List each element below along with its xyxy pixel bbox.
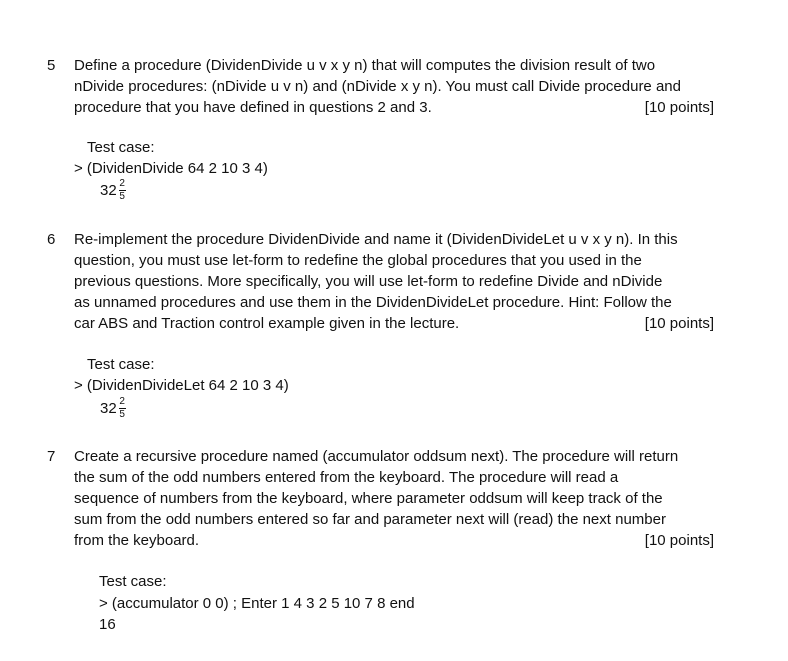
question-number: 5: [47, 57, 56, 74]
test-case-label: Test case:: [99, 573, 167, 590]
question-line: car ABS and Traction control example given in the lecture.: [74, 315, 460, 332]
question-line: from the keyboard.: [74, 532, 200, 549]
points-label: [10 points]: [644, 532, 714, 549]
result-denominator: 5: [119, 191, 125, 203]
result-fraction: [118, 180, 127, 202]
question-line-last: [74, 530, 714, 551]
test-case-label: Test case:: [87, 139, 155, 156]
question-line: the sum of the odd numbers entered from the keyboard. The procedure will read a: [74, 469, 619, 486]
result-whole: 32: [100, 400, 117, 417]
result-whole: 32: [100, 182, 117, 199]
result-denominator: 5: [119, 409, 125, 421]
question-line: question, you must use let-form to redefine the global procedures that you used in the: [74, 252, 642, 269]
question-text: [74, 229, 714, 334]
question-line: procedure that you have defined in questions 2 and 3.: [74, 99, 432, 116]
test-case-input: > (DividenDivideLet 64 2 10 3 4): [74, 377, 289, 394]
test-case-label: Test case:: [87, 356, 155, 373]
question-line: Define a procedure (DividenDivide u v x y n) that will computes the division result of two: [74, 57, 656, 74]
question-number: 7: [47, 448, 56, 465]
test-case-result: [100, 398, 127, 420]
question-line: Create a recursive procedure named (accumulator oddsum next). The procedure will return: [74, 448, 679, 465]
test-case-input: > (accumulator 0 0) ; Enter 1 4 3 2 5 10 7 8 end: [99, 595, 415, 612]
question-number: 6: [47, 231, 56, 248]
question-text: [74, 55, 714, 118]
result-numerator: 2: [119, 178, 125, 190]
question-line: previous questions. More specifically, you will use let-form to redefine Divide and nDivide: [74, 273, 663, 290]
test-case-result: [100, 180, 127, 202]
question-line: sum from the odd numbers entered so far and parameter next will (read) the next number: [74, 511, 666, 528]
points-label: [10 points]: [644, 99, 714, 116]
question-line-last: [74, 313, 714, 334]
points-label: [10 points]: [644, 315, 714, 332]
question-line-last: [74, 97, 714, 118]
question-line: Re-implement the procedure DividenDivide and name it (DividenDivideLet u v x y n). In this: [74, 231, 678, 248]
result-fraction: [118, 398, 127, 420]
question-line: sequence of numbers from the keyboard, where parameter oddsum will keep track of the: [74, 490, 663, 507]
question-line: as unnamed procedures and use them in the DividenDivideLet procedure. Hint: Follow the: [74, 294, 672, 311]
result-numerator: 2: [119, 396, 125, 408]
question-text: [74, 446, 714, 551]
question-line: nDivide procedures: (nDivide u v n) and (nDivide x y n). You must call Divide procedure and: [74, 78, 681, 95]
test-case-input: > (DividenDivide 64 2 10 3 4): [74, 160, 268, 177]
test-case-result: 16: [99, 616, 116, 633]
